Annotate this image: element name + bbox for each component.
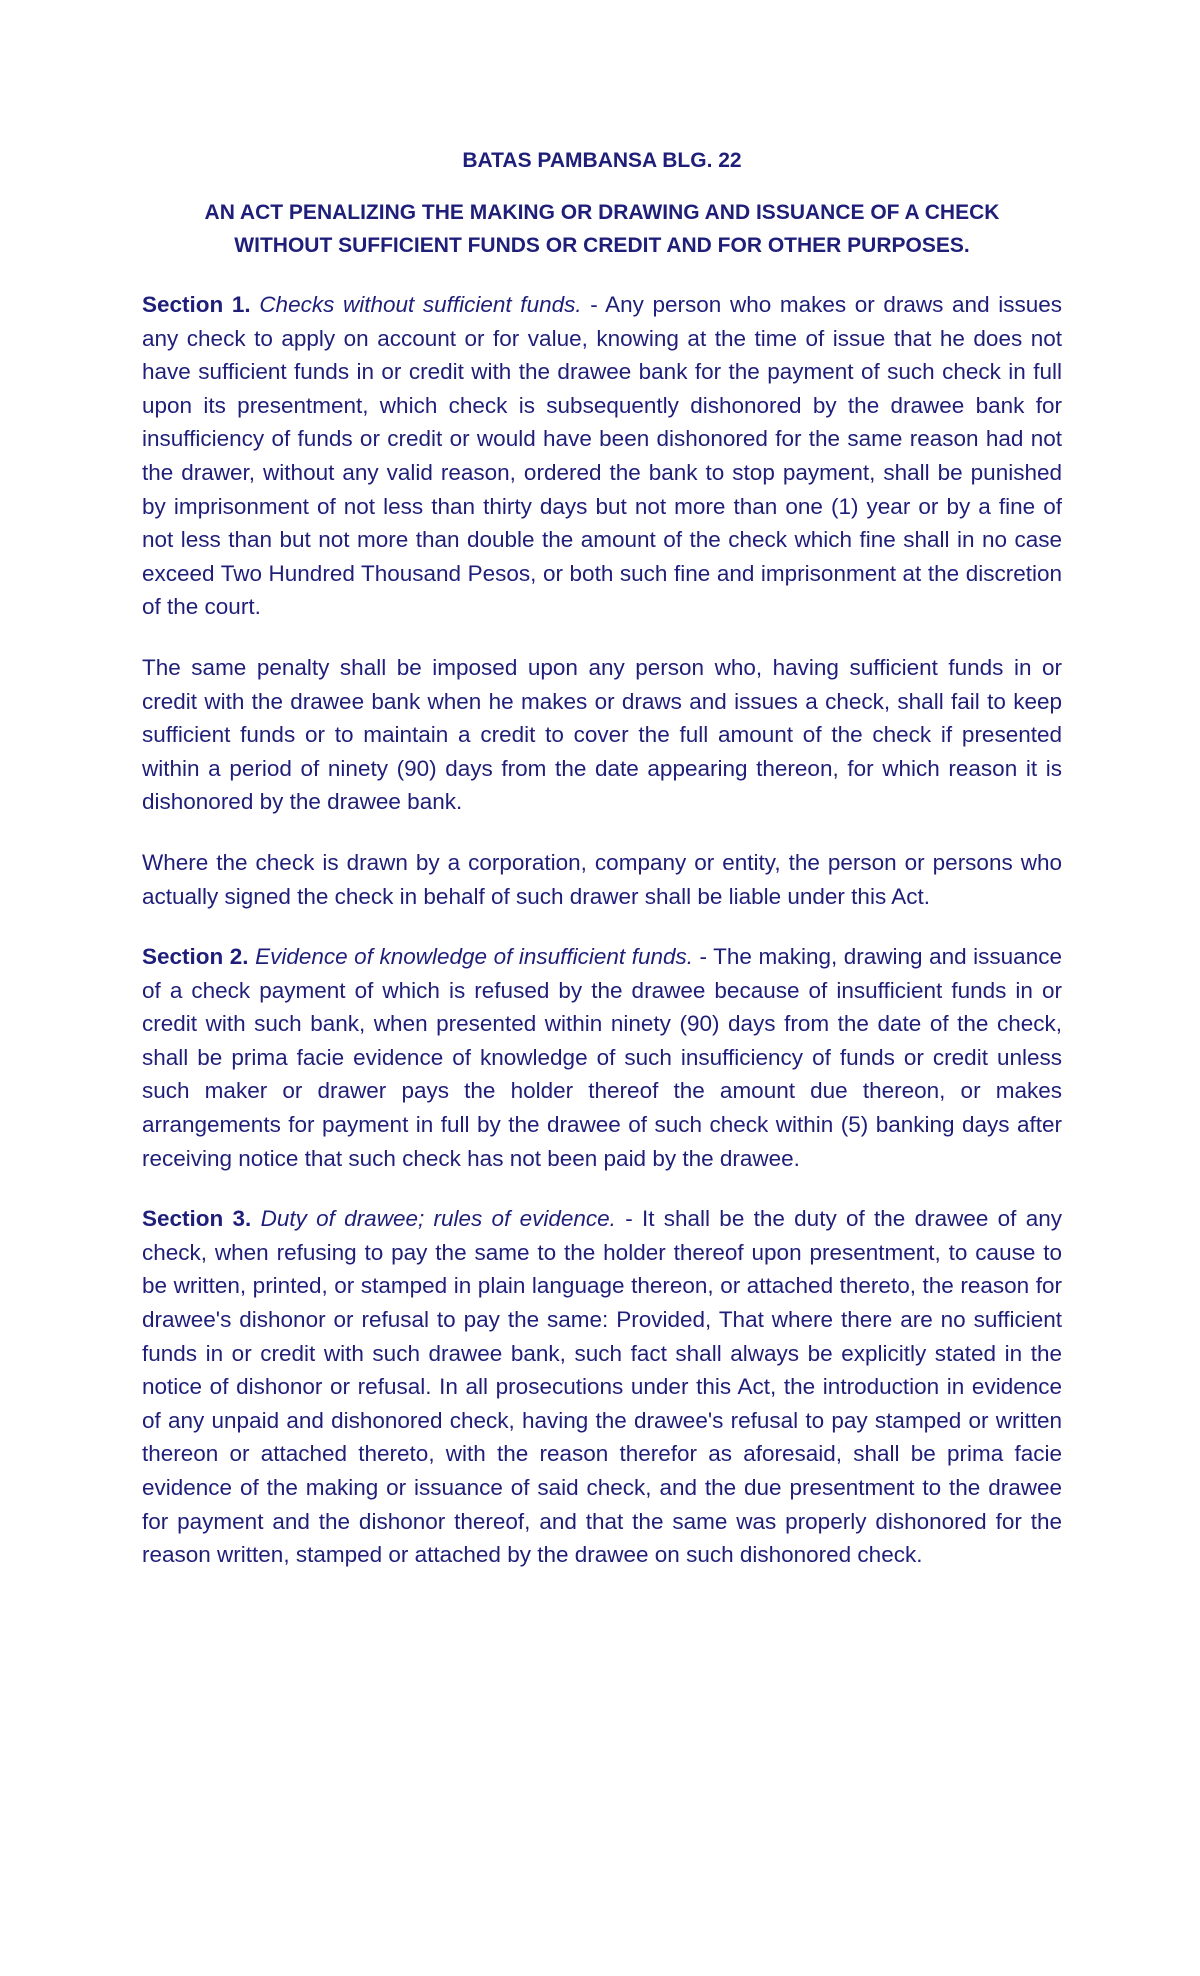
section-2-paragraph [142, 940, 1062, 1175]
section-3-heading: Duty of drawee; rules of evidence. [260, 1206, 616, 1232]
section-3-number: Section 3. [142, 1206, 252, 1232]
document-title: BATAS PAMBANSA BLG. 22 [462, 149, 742, 172]
document-body [142, 146, 1062, 1599]
section-1-number: Section 1. [142, 292, 251, 317]
section-2-heading: Evidence of knowledge of insufficient funds. [255, 944, 694, 970]
section-3-paragraph [142, 1202, 1062, 1572]
section-1-paragraph [142, 288, 1062, 624]
section-1-paragraph-2: The same penalty shall be imposed upon any person who, having sufficient funds in or credit with the drawee bank when he makes or draws and issues a check, shall fail to keep sufficient funds or to maintain a credit to cover the full amount of the check if presented within a period of ninety (90) days from the date appearing thereon, for which reason it is dishonored by the drawee bank. [142, 654, 1062, 815]
section-2-number: Section 2. [142, 944, 249, 970]
section-1-heading: Checks without sufficient funds. [259, 292, 582, 317]
section-2-text: - The making, drawing and issuance of a check payment of which is refused by the drawee because of insufficient funds in or credit with such bank, when presented within ninety (90) days from the date of the check, shall be prima facie evidence of knowledge of such insufficiency of funds or credit unless such maker or drawer pays the holder thereof the amount due thereon, or makes arrangements for payment in full by the drawee of such check within (5) banking days after receiving notice that such check has not been paid by the drawee. [142, 944, 1062, 1171]
section-1-text: - Any person who makes or draws and issues any check to apply on account or for value, knowing at the time of issue that he does not have sufficient funds in or credit with the drawee bank for the payment of such check in full upon its presentment, which check is subsequently dishonored by the drawee bank for insufficiency of funds or credit or would have been dishonored for the same reason had not the drawer, without any valid reason, ordered the bank to stop payment, shall be punished by imprisonment of not less than thirty days but not more than one (1) year or by a fine of not less than but not more than double the amount of the check which fine shall in no case exceed Two Hundred Thousand Pesos, or both such fine and imprisonment at the discretion of the court. [142, 292, 1062, 620]
subtitle-line-1: AN ACT PENALIZING THE MAKING OR DRAWING AND ISSUANCE OF A CHECK [204, 201, 1000, 224]
section-1-paragraph-3: Where the check is drawn by a corporation, company or entity, the person or persons who actually signed the check in behalf of such drawer shall be liable under this Act. [142, 849, 1062, 909]
section-3-text: - It shall be the duty of the drawee of any check, when refusing to pay the same to the holder thereof upon presentment, to cause to be written, printed, or stamped in plain language thereon, or attached thereto, the reason for drawee's dishonor or refusal to pay the same: Provided, That where there are no sufficient funds in or credit with such drawee bank, such fact shall always be explicitly stated in the notice of dishonor or refusal. In all prosecutions under this Act, the introduction in evidence of any unpaid and dishonored check, having the drawee's refusal to pay stamped or written thereon or attached thereto, with the reason therefor as aforesaid, shall be prima facie evidence of the making or issuance of said check, and the due presentment to the drawee for payment and the dishonor thereof, and that the same was properly dishonored for the reason written, stamped or attached by the drawee on such dishonored check. [142, 1206, 1062, 1568]
subtitle-line-2: WITHOUT SUFFICIENT FUNDS OR CREDIT AND FOR OTHER PURPOSES. [234, 234, 970, 257]
document-subtitle [142, 196, 1062, 262]
